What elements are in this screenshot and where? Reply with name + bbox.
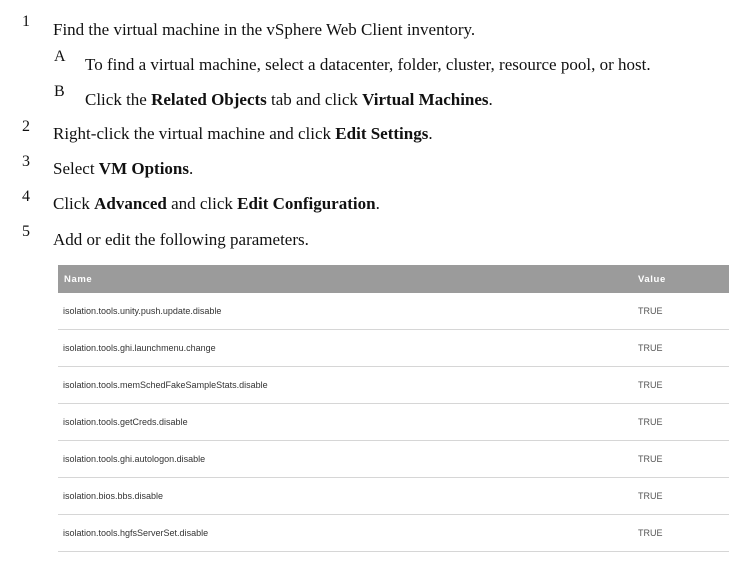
- edit-configuration-term: Edit Configuration: [237, 194, 376, 213]
- table-header-row: [58, 265, 729, 293]
- table-row: [58, 441, 729, 478]
- step-number-4: 4: [22, 188, 30, 205]
- parameter-name: isolation.tools.ghi.launchmenu.change: [58, 330, 638, 367]
- substep-text-a: To find a virtual machine, select a datacenter, folder, cluster, resource pool, or host.: [85, 55, 651, 74]
- parameter-name: isolation.tools.hgfsServerSet.disable: [58, 515, 638, 552]
- edit-settings-term: Edit Settings: [335, 124, 429, 143]
- parameter-name: isolation.tools.unity.push.update.disable: [58, 293, 638, 330]
- parameter-name: isolation.tools.memSchedFakeSampleStats.disable: [58, 367, 638, 404]
- table-row: [58, 478, 729, 515]
- step-text-4: Click Advanced and click Edit Configuration.: [53, 194, 380, 213]
- parameters-table: [58, 265, 729, 552]
- virtual-machines-term: Virtual Machines: [362, 90, 489, 109]
- parameter-value: TRUE: [638, 367, 729, 404]
- step-number-5: 5: [22, 223, 30, 240]
- step-text-5: Add or edit the following parameters.: [53, 230, 309, 249]
- name-column-header: Name: [58, 265, 638, 293]
- value-column-header: Value: [638, 265, 729, 293]
- vm-options-term: VM Options: [98, 159, 190, 178]
- parameter-value: TRUE: [638, 404, 729, 441]
- parameter-value: TRUE: [638, 293, 729, 330]
- step-number-3: 3: [22, 153, 30, 170]
- parameter-value: TRUE: [638, 478, 729, 515]
- table-row: [58, 330, 729, 367]
- advanced-term: Advanced: [94, 194, 167, 213]
- related-objects-term: Related Objects: [151, 90, 267, 109]
- step-number-1: 1: [22, 13, 30, 30]
- step-number-2: 2: [22, 118, 30, 135]
- substep-letter-b: B: [54, 83, 65, 100]
- parameter-value: TRUE: [638, 441, 729, 478]
- substep-letter-a: A: [54, 48, 66, 65]
- step-text-2: Right-click the virtual machine and click Edit Settings.: [53, 124, 433, 143]
- parameter-value: TRUE: [638, 515, 729, 552]
- table-row: [58, 515, 729, 552]
- table-row: [58, 367, 729, 404]
- substep-text-b: Click the Related Objects tab and click Virtual Machines.: [85, 90, 493, 109]
- parameter-name: isolation.tools.ghi.autologon.disable: [58, 441, 638, 478]
- parameter-value: TRUE: [638, 330, 729, 367]
- step-text-3: Select VM Options.: [53, 159, 194, 178]
- parameter-name: isolation.tools.getCreds.disable: [58, 404, 638, 441]
- table-row: [58, 293, 729, 330]
- step-text-1: Find the virtual machine in the vSphere Web Client inventory.: [53, 20, 476, 39]
- parameter-name: isolation.bios.bbs.disable: [58, 478, 638, 515]
- table-row: [58, 404, 729, 441]
